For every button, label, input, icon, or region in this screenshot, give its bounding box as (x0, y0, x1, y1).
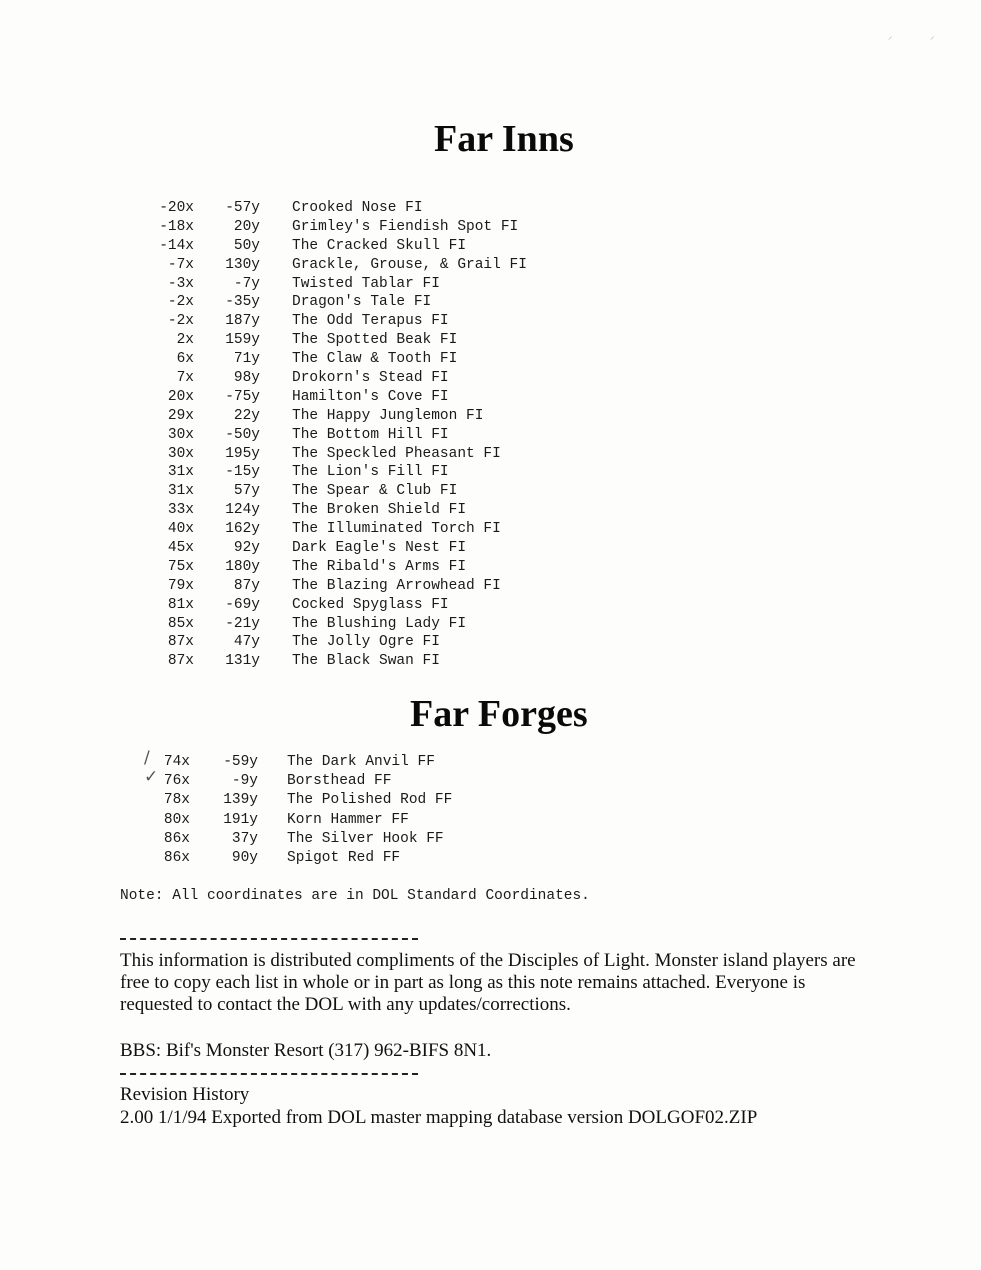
bbs-contact: BBS: Bif's Monster Resort (317) 962-BIFS 8N1. (120, 1040, 492, 1061)
x-coordinate: 81x (167, 596, 194, 613)
y-coordinate: -69y (225, 596, 260, 613)
location-name: The Cracked Skull FI (292, 237, 467, 254)
location-name: The Blushing Lady FI (292, 615, 467, 632)
x-coordinate: 31x (167, 464, 194, 481)
x-coordinate: 76x (163, 773, 190, 790)
x-coordinate: 29x (167, 407, 194, 424)
x-coordinate: -14x (159, 237, 194, 254)
location-name: Spigot Red FF (287, 849, 401, 866)
revision-history-title: Revision History (120, 1084, 250, 1105)
y-coordinate: 180y (225, 558, 260, 575)
location-name: The Happy Junglemon FI (292, 407, 484, 424)
location-name: Cocked Spyglass FI (292, 596, 449, 613)
y-coordinate: 187y (225, 313, 260, 330)
x-coordinate: 87x (167, 634, 194, 651)
location-name: The Silver Hook FF (287, 830, 444, 847)
check-mark-icon: ✓ (144, 767, 159, 788)
x-coordinate: 74x (163, 754, 190, 770)
y-coordinate: 47y (233, 634, 260, 651)
x-coordinate: 45x (167, 540, 194, 557)
location-name: The Lion's Fill FI (292, 464, 449, 481)
y-coordinate: 162y (225, 521, 260, 538)
x-coordinate: 87x (167, 653, 194, 670)
location-name: Korn Hammer FF (287, 811, 409, 828)
location-name: The Dark Anvil FF (287, 754, 435, 770)
location-name: Crooked Nose FI (292, 200, 423, 216)
x-coordinate: 79x (167, 577, 194, 594)
y-coordinate: 131y (225, 653, 260, 670)
x-coordinate: -7x (167, 256, 194, 273)
location-name: Grimley's Fiendish Spot FI (292, 218, 519, 235)
x-coordinate: 40x (167, 521, 194, 538)
location-name: The Polished Rod FF (287, 792, 453, 809)
location-name: The Ribald's Arms FI (292, 558, 467, 575)
x-coordinate: -2x (167, 294, 194, 311)
x-coordinate: 85x (167, 615, 194, 632)
x-coordinate: 20x (167, 388, 194, 405)
x-coordinate: 75x (167, 558, 194, 575)
y-coordinate: 71y (233, 351, 260, 368)
x-coordinate: -20x (159, 200, 194, 216)
y-coordinate: -9y (231, 773, 258, 790)
y-coordinate: -7y (233, 275, 260, 292)
y-coordinate: 195y (225, 445, 260, 462)
location-name: Twisted Tablar FI (292, 275, 440, 292)
y-coordinate: -50y (225, 426, 260, 443)
x-coordinate: 86x (163, 830, 190, 847)
location-name: Hamilton's Cove FI (292, 388, 449, 405)
x-coordinate: 30x (167, 445, 194, 462)
location-name: The Speckled Pheasant FI (292, 445, 501, 462)
location-name: The Spotted Beak FI (292, 332, 458, 349)
location-name: The Claw & Tooth FI (292, 351, 458, 368)
dashed-divider (120, 1073, 418, 1075)
y-coordinate: 98y (233, 370, 260, 387)
location-name: The Black Swan FI (292, 653, 440, 670)
far-forges-title: Far Forges (410, 693, 588, 735)
location-name: The Broken Shield FI (292, 502, 467, 519)
y-coordinate: 159y (225, 332, 260, 349)
y-coordinate: -57y (225, 200, 260, 216)
location-name: The Jolly Ogre FI (292, 634, 440, 651)
x-coordinate: -18x (159, 218, 194, 235)
location-name: The Illuminated Torch FI (292, 521, 501, 538)
y-coordinate: -59y (223, 754, 258, 770)
x-coordinate: -2x (167, 313, 194, 330)
y-coordinate: 90y (231, 849, 258, 866)
location-name: The Odd Terapus FI (292, 313, 449, 330)
y-coordinate: 37y (231, 830, 258, 847)
y-coordinate: 191y (223, 811, 258, 828)
x-coordinate: 31x (167, 483, 194, 500)
y-coordinate: 50y (233, 237, 260, 254)
location-name: Grackle, Grouse, & Grail FI (292, 256, 527, 273)
scan-speck: ⸝ (888, 32, 893, 42)
far-inns-title: Far Inns (434, 118, 574, 160)
y-coordinate: 87y (233, 577, 260, 594)
revision-entry: 2.00 1/1/94 Exported from DOL master mapping database version DOLGOF02.ZIP (120, 1107, 758, 1128)
x-coordinate: 78x (163, 792, 190, 809)
dashed-divider (120, 938, 418, 940)
location-name: Dark Eagle's Nest FI (292, 540, 467, 557)
x-coordinate: -3x (167, 275, 194, 292)
location-name: The Blazing Arrowhead FI (292, 577, 501, 594)
y-coordinate: -21y (225, 615, 260, 632)
location-name: Drokorn's Stead FI (292, 370, 449, 387)
y-coordinate: 20y (233, 218, 260, 235)
coordinates-note: Note: All coordinates are in DOL Standard Coordinates. (120, 888, 590, 904)
x-coordinate: 30x (167, 426, 194, 443)
x-coordinate: 86x (163, 849, 190, 866)
x-coordinate: 2x (176, 332, 194, 349)
check-mark-icon: / (144, 748, 150, 768)
y-coordinate: 92y (233, 540, 260, 557)
location-name: The Bottom Hill FI (292, 426, 449, 443)
scan-speck: ⸝ (930, 32, 935, 42)
x-coordinate: 80x (163, 811, 190, 828)
y-coordinate: -75y (225, 388, 260, 405)
y-coordinate: -15y (225, 464, 260, 481)
y-coordinate: -35y (225, 294, 260, 311)
x-coordinate: 6x (176, 351, 194, 368)
y-coordinate: 139y (223, 792, 258, 809)
x-coordinate: 33x (167, 502, 194, 519)
y-coordinate: 22y (233, 407, 260, 424)
location-name: Borsthead FF (287, 773, 392, 790)
location-name: Dragon's Tale FI (292, 294, 432, 311)
y-coordinate: 130y (225, 256, 260, 273)
y-coordinate: 124y (225, 502, 260, 519)
y-coordinate: 57y (233, 483, 260, 500)
x-coordinate: 7x (176, 370, 194, 387)
location-name: The Spear & Club FI (292, 483, 458, 500)
distribution-notice: This information is distributed compliments of the Disciples of Light. Monster island players are free to copy each list in whole or in part as long as this note remains attached. Everyone is requested to contact the DOL with any updates/corrections. (120, 950, 856, 1015)
